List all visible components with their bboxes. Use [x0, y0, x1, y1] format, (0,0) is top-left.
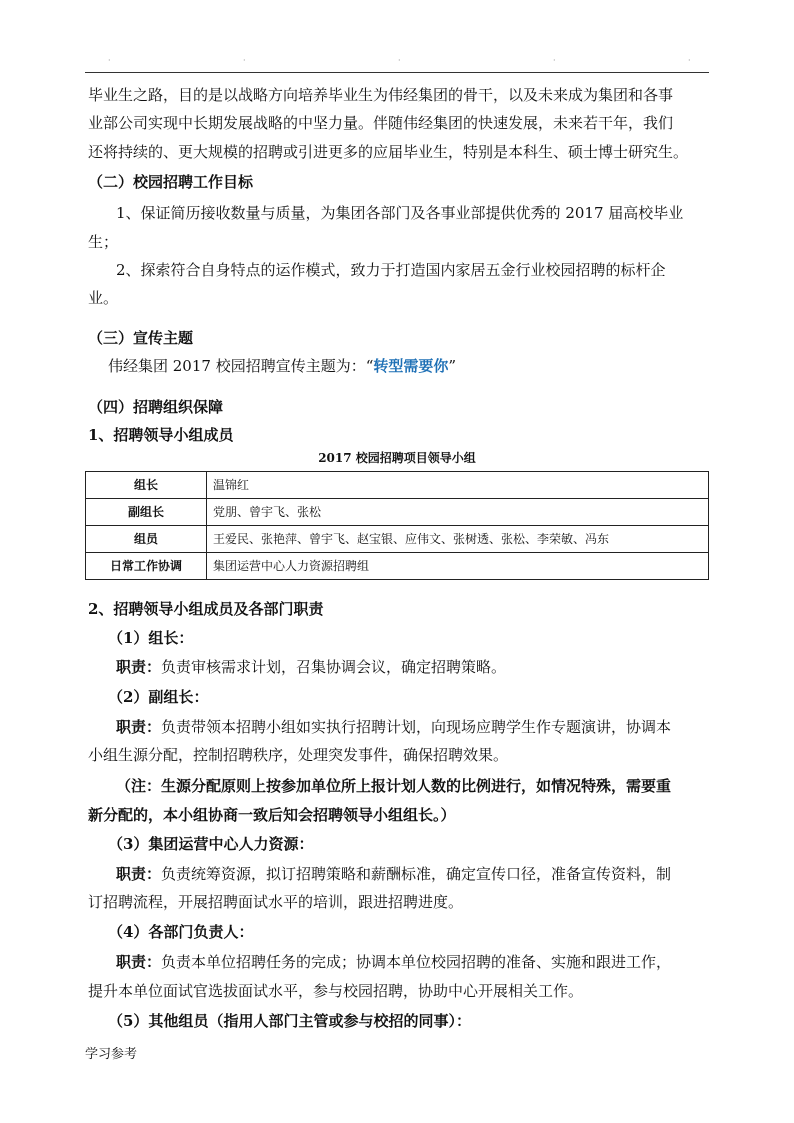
table-role-cell: 副组长: [86, 499, 207, 526]
paragraph-line: 毕业生之路，目的是以战略方向培养毕业生为伟经集团的骨干，以及未来成为集团和各事: [88, 86, 674, 104]
note-line: （注：生源分配原则上按参加单位所上报计划人数的比例进行，如情况特殊，需要重: [116, 777, 672, 795]
role-heading: （4）各部门负责人：: [108, 923, 254, 941]
role-duty: [116, 656, 710, 678]
theme-suffix: ”: [448, 357, 457, 375]
table-members-cell: 集团运营中心人力资源招聘组: [207, 553, 709, 580]
table-row: [86, 526, 709, 553]
section-heading: （二）校园招聘工作目标: [88, 173, 254, 191]
header-dot: ·: [108, 56, 111, 65]
duty-text: 负责审核需求计划，召集协调会议，确定招聘策略。: [161, 658, 507, 676]
subsection-heading: 1、招聘领导小组成员: [88, 426, 234, 444]
goal-2: 2、探索符合自身特点的运作模式，致力于打造国内家居五金行业校园招聘的标杆企: [116, 261, 666, 279]
table-role-cell: 组员: [86, 526, 207, 553]
table-members-cell: 党朋、曾宇飞、张松: [207, 499, 709, 526]
theme-line: [108, 355, 710, 377]
table-role-cell: 组长: [86, 472, 207, 499]
page-footer: 学习参考: [85, 1047, 138, 1062]
note-line-cont: 新分配的，本小组协商一致后知会招聘领导小组组长。）: [88, 806, 456, 824]
subsection-heading: 2、招聘领导小组成员及各部门职责: [88, 600, 324, 618]
goal-1: 1、保证简历接收数量与质量，为集团各部门及各事业部提供优秀的 2017 届高校毕业: [116, 204, 684, 222]
table-row: [86, 499, 709, 526]
role-heading: （2）副组长：: [108, 688, 209, 706]
role-duty: [116, 951, 710, 973]
table-members-cell: 王爱民、张艳萍、曾宇飞、赵宝银、应伟文、张树透、张松、李荣敏、冯东: [207, 526, 709, 553]
duty-label: 职责：: [116, 865, 162, 883]
duty-label: 职责：: [116, 953, 162, 971]
role-duty-cont: 订招聘流程，开展招聘面试水平的培训，跟进招聘进度。: [88, 893, 464, 911]
duty-text: 负责统筹资源，拟订招聘策略和薪酬标准，确定宣传口径，准备宣传资料，制: [161, 865, 672, 883]
paragraph-line: 还将持续的、更大规模的招聘或引进更多的应届毕业生，特别是本科生、硕士博士研究生。: [88, 143, 689, 161]
table-members-cell: 温锦红: [207, 472, 709, 499]
duty-label: 职责：: [116, 658, 162, 676]
table-caption: 2017 校园招聘项目领导小组: [318, 451, 476, 465]
header-rule: [85, 72, 709, 73]
role-duty-cont: 小组生源分配，控制招聘秩序，处理突发事件，确保招聘效果。: [88, 746, 509, 764]
goal-1-cont: 生；: [88, 233, 119, 251]
table-row: [86, 472, 709, 499]
role-heading: （3）集团运营中心人力资源：: [108, 835, 314, 853]
theme-prefix: 伟经集团 2017 校园招聘宣传主题为：“: [108, 357, 374, 375]
header-dot: ·: [553, 56, 556, 65]
header-dot: ·: [243, 56, 246, 65]
theme-highlight: 转型需要你: [373, 357, 449, 375]
duty-text: 负责带领本招聘小组如实执行招聘计划，向现场应聘学生作专题演讲，协调本: [161, 718, 672, 736]
role-heading: （5）其他组员（指用人部门主管或参与校招的同事）：: [108, 1012, 471, 1030]
duty-text: 负责本单位招聘任务的完成；协调本单位校园招聘的准备、实施和跟进工作，: [161, 953, 672, 971]
role-duty: [116, 716, 710, 738]
table-role-cell: 日常工作协调: [86, 553, 207, 580]
section-heading: （三）宣传主题: [88, 329, 194, 347]
header-dot: ·: [398, 56, 401, 65]
paragraph-line: 业部公司实现中长期发展战略的中坚力量。伴随伟经集团的快速发展，未来若干年，我们: [88, 114, 674, 132]
role-duty-cont: 提升本单位面试官选拔面试水平，参与校园招聘，协助中心开展相关工作。: [88, 982, 584, 1000]
header-dots: [0, 58, 794, 64]
leadership-table: [85, 471, 709, 580]
goal-2-cont: 业。: [88, 289, 119, 307]
duty-label: 职责：: [116, 718, 162, 736]
role-heading: （1）组长：: [108, 629, 194, 647]
role-duty: [116, 863, 710, 885]
section-heading: （四）招聘组织保障: [88, 398, 224, 416]
table-row: [86, 553, 709, 580]
header-dot: ·: [688, 56, 691, 65]
